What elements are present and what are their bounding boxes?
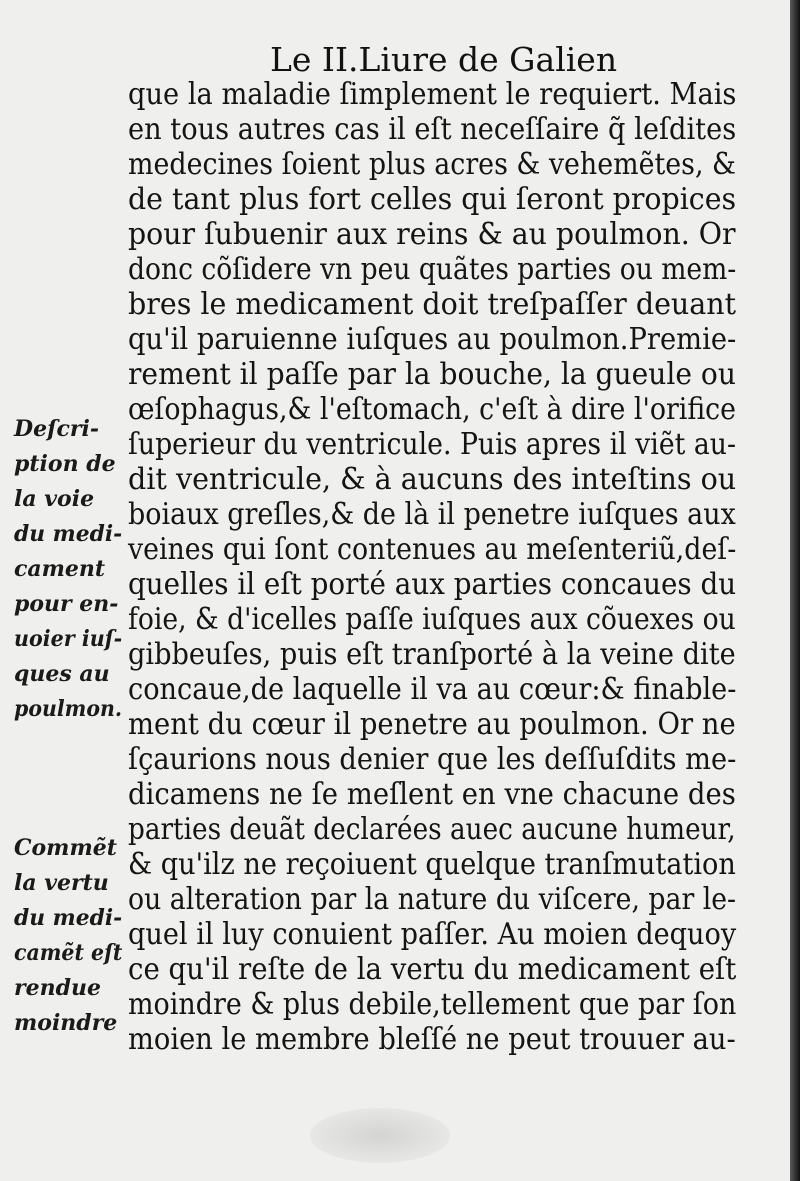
text-line: ce qu'il reſte de la vertu du medicament eſt (128, 952, 737, 987)
text-line: ment du cœur il penetre au poulmon. Or ne (128, 707, 736, 742)
text-line: moindre & plus debile,tellement que par ſon (128, 987, 737, 1022)
margin-note: camẽt eſt (14, 940, 123, 966)
margin-note: Deſcri- (14, 416, 100, 442)
text-line: que la maladie ſimplement le requiert. Mais (128, 77, 737, 112)
margin-note: poulmon. (14, 696, 123, 722)
text-line: boiaux greſles,& de là il penetre iuſques aux (128, 497, 736, 532)
text-line: moien le membre bleſſé ne peut trouuer au- (128, 1022, 736, 1057)
page-edge-shadow (790, 0, 800, 1181)
margin-note: moindre (14, 1010, 118, 1036)
text-line: ſçaurions nous denier que les deſſuſdits me- (128, 742, 737, 777)
text-line: medecines ſoient plus acres & vehemẽtes, & (128, 147, 736, 182)
text-line: quelles il eſt porté aux parties concaues du (128, 567, 737, 602)
text-line: dit ventricule, & à aucuns des inteſtins ou (128, 462, 737, 497)
margin-note: pour en- (14, 591, 119, 617)
margin-note: Commẽt (14, 835, 117, 861)
margin-note: cament (14, 556, 106, 582)
text-line: veines qui ſont contenues au meſenteriũ,deſ- (128, 532, 737, 567)
text-line: bres le medicament doit treſpaſſer deuant (128, 287, 737, 322)
margin-note: la vertu (14, 870, 109, 896)
text-line: rement il paſſe par la bouche, la gueule ou (128, 357, 736, 392)
margin-note: la voie (14, 486, 95, 512)
text-line: ſuperieur du ventricule. Puis apres il viẽt au- (128, 427, 736, 462)
text-line: parties deuãt declarées auec aucune humeur, (128, 812, 736, 847)
running-header: Le II.Liure de Galien (270, 40, 618, 79)
text-line: qu'il paruienne iuſques au poulmon.Premie- (128, 322, 737, 357)
text-line: œſophagus,& l'eſtomach, c'eſt à dire l'orifice (128, 392, 737, 427)
margin-note: rendue (14, 975, 101, 1001)
text-line: pour ſubuenir aux reins & au poulmon. Or (128, 217, 736, 252)
text-line: ou alteration par la nature du viſcere, par le- (128, 882, 737, 917)
text-line: & qu'ilz ne reçoiuent quelque tranſmutation (128, 847, 736, 882)
text-line: donc cõſidere vn peu quãtes parties ou mem- (128, 252, 737, 287)
ink-smudge (310, 1108, 450, 1163)
margin-note: ques au (14, 661, 110, 687)
text-line: concaue,de laquelle il va au cœur:& finable- (128, 672, 737, 707)
text-line: gibbeuſes, puis eſt tranſporté à la veine dite (128, 637, 736, 672)
text-line: en tous autres cas il eſt neceſſaire q̃ leſdites (128, 112, 737, 147)
text-line: de tant plus fort celles qui ſeront propices (128, 182, 737, 217)
margin-note: du medi- (14, 905, 123, 931)
text-line: foie, & d'icelles paſſe iuſques aux cõuexes ou (128, 602, 736, 637)
text-line: quel il luy conuient paſſer. Au moien dequoy (128, 917, 737, 952)
margin-note: ption de (14, 451, 116, 477)
text-line: dicamens ne ſe meſlent en vne chacune des (128, 777, 736, 812)
margin-note: uoier iuſ- (14, 626, 123, 652)
margin-note: du medi- (14, 521, 123, 547)
